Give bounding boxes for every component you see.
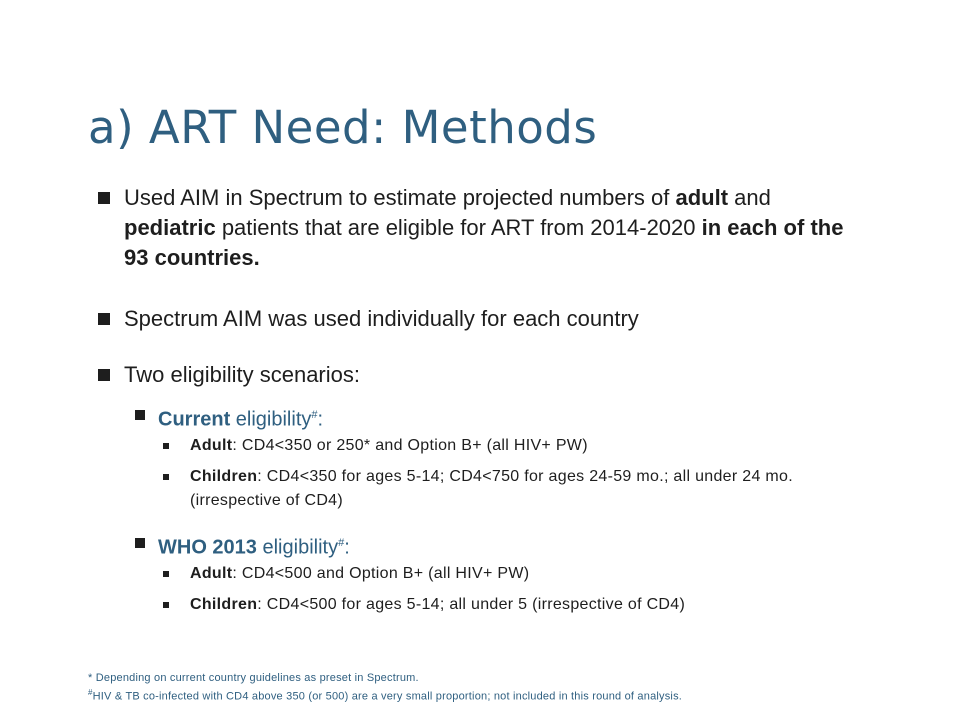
scenario-label: eligibility <box>256 536 339 559</box>
item-text: : CD4<500 and Option B+ (all HIV+ PW) <box>232 565 530 582</box>
scenario-item <box>190 434 588 458</box>
scenario-colon: : <box>344 536 350 559</box>
footnote-mark: # <box>338 537 345 549</box>
item-label: Adult <box>190 565 233 582</box>
sub-bullet-square-icon <box>135 538 145 548</box>
scenario-item <box>190 593 685 617</box>
item-text: : CD4<350 or 250* and Option B+ (all HIV+ PW) <box>232 437 588 454</box>
item-label: Children <box>190 468 258 485</box>
scenario-name: WHO 2013 <box>158 536 257 559</box>
bullet-text-part: Used AIM in Spectrum to estimate projected numbers of <box>124 185 676 210</box>
scenario-item <box>190 465 830 513</box>
sub-bullet-square-icon <box>135 410 145 420</box>
item-label: Children <box>190 596 258 613</box>
sub-sub-bullet-square-icon <box>163 571 169 577</box>
bullet-emphasis: pediatric <box>124 215 216 240</box>
footnote-text: HIV & TB co-infected with CD4 above 350 (or 500) are a very small proportion; not included in this round of analysis. <box>92 690 683 703</box>
sub-sub-bullet-square-icon <box>163 474 169 480</box>
slide-title: a) ART Need: Methods <box>88 101 598 154</box>
scenario-heading <box>158 530 350 561</box>
footnote-mark: # <box>88 688 93 697</box>
item-text: : CD4<350 for ages 5-14; CD4<750 for ages 24-59 mo.; all under 24 mo. (irrespective of CD4) <box>190 468 793 509</box>
scenario-item <box>190 562 529 586</box>
footnote: * Depending on current country guidelines as preset in Spectrum. <box>88 672 419 684</box>
bullet-text <box>124 183 864 273</box>
bullet-square-icon <box>98 192 110 204</box>
bullet-text: Spectrum AIM was used individually for each country <box>124 306 639 331</box>
footnote <box>88 686 682 704</box>
bullet-square-icon <box>98 313 110 325</box>
scenario-name: Current <box>158 408 231 431</box>
footnote-mark: # <box>311 409 318 421</box>
scenario-colon: : <box>317 408 324 431</box>
scenario-label: eligibility <box>230 408 312 431</box>
bullet-emphasis: in each of the 93 countries. <box>124 215 844 270</box>
bullet-text-part: patients that are eligible for ART from 2014-2020 <box>215 215 702 240</box>
scenario-heading <box>158 402 323 433</box>
sub-sub-bullet-square-icon <box>163 443 169 449</box>
bullet-square-icon <box>98 369 110 381</box>
bullet-text-part: and <box>728 185 771 210</box>
item-label: Adult <box>190 437 233 454</box>
bullet-text: Two eligibility scenarios: <box>124 362 360 387</box>
item-text: : CD4<500 for ages 5-14; all under 5 (irrespective of CD4) <box>257 596 686 613</box>
bullet-emphasis: adult <box>675 185 729 210</box>
sub-sub-bullet-square-icon <box>163 602 169 608</box>
